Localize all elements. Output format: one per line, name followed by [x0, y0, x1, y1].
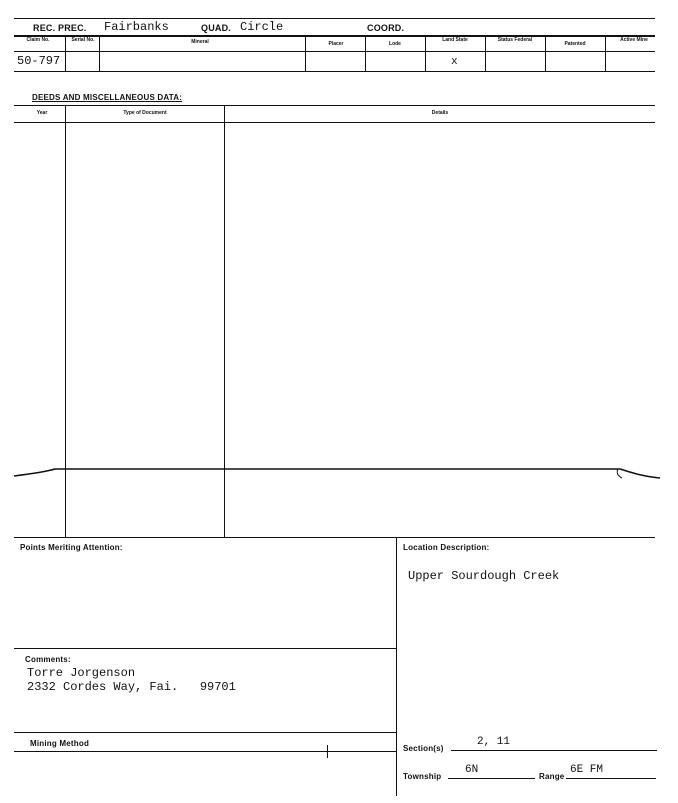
range-label: Range — [539, 772, 565, 781]
col-land-status: Land State — [442, 37, 468, 43]
coord-label: COORD. — [367, 23, 405, 33]
lower-section-top — [14, 537, 655, 538]
quad-label: QUAD. — [201, 23, 231, 33]
col-sep — [65, 36, 66, 71]
top-rule — [14, 18, 655, 19]
col-year: Year — [36, 110, 48, 116]
township-label: Township — [403, 772, 442, 781]
lower-divider — [396, 538, 397, 796]
col-details: Details — [431, 110, 449, 116]
sections-underline — [451, 750, 657, 751]
range-value: 6E FM — [570, 764, 604, 776]
col-lode: Lode — [389, 41, 401, 47]
location-value: Upper Sourdough Creek — [408, 569, 560, 583]
col-serial-no: Serial No. — [71, 37, 95, 43]
mining-tick — [327, 745, 328, 758]
col-sep — [425, 36, 426, 71]
header-band-top — [14, 35, 655, 37]
col-placer: Placer — [328, 41, 344, 47]
col-status-federal: Status Federal — [497, 37, 533, 43]
col-sep — [485, 36, 486, 71]
col-active-mine: Active Mine — [620, 37, 648, 43]
rec-prec-value: Fairbanks — [104, 20, 169, 34]
sections-value: 2, 11 — [477, 736, 511, 748]
deeds-header-bottom — [14, 122, 655, 123]
points-bottom — [14, 648, 396, 649]
claim-no-value: 50-797 — [17, 54, 61, 68]
township-value: 6N — [465, 764, 479, 776]
mining-underline — [14, 751, 396, 752]
col-sep — [99, 36, 100, 71]
land-status-mark: x — [451, 56, 458, 68]
page-fold-line — [0, 460, 678, 490]
col-sep — [605, 36, 606, 71]
col-type-of-document: Type of Document — [123, 110, 167, 116]
mining-method-label: Mining Method — [30, 739, 90, 748]
points-label: Points Meriting Attention: — [20, 543, 123, 552]
col-patented: Patented — [564, 41, 586, 47]
record-row-bottom — [14, 71, 655, 72]
location-label: Location Description: — [403, 543, 490, 552]
rec-prec-label: REC. PREC. — [33, 23, 87, 33]
sections-label: Section(s) — [403, 744, 444, 753]
comments-line2: 2332 Cordes Way, Fai. 99701 — [27, 680, 236, 694]
comments-line1: Torre Jorgenson — [27, 666, 136, 680]
range-underline — [566, 778, 656, 779]
col-sep — [545, 36, 546, 71]
col-sep — [365, 36, 366, 71]
deeds-header-top — [14, 105, 655, 106]
comments-bottom — [14, 732, 396, 733]
col-sep — [305, 36, 306, 71]
township-underline — [448, 778, 535, 779]
comments-label: Comments: — [25, 655, 71, 664]
col-claim-no: Claim No. — [26, 37, 50, 43]
col-mineral: Mineral — [191, 39, 209, 45]
quad-value: Circle — [240, 20, 284, 34]
deeds-section-title: DEEDS AND MISCELLANEOUS DATA: — [32, 93, 183, 102]
header-band-bottom — [14, 51, 655, 52]
